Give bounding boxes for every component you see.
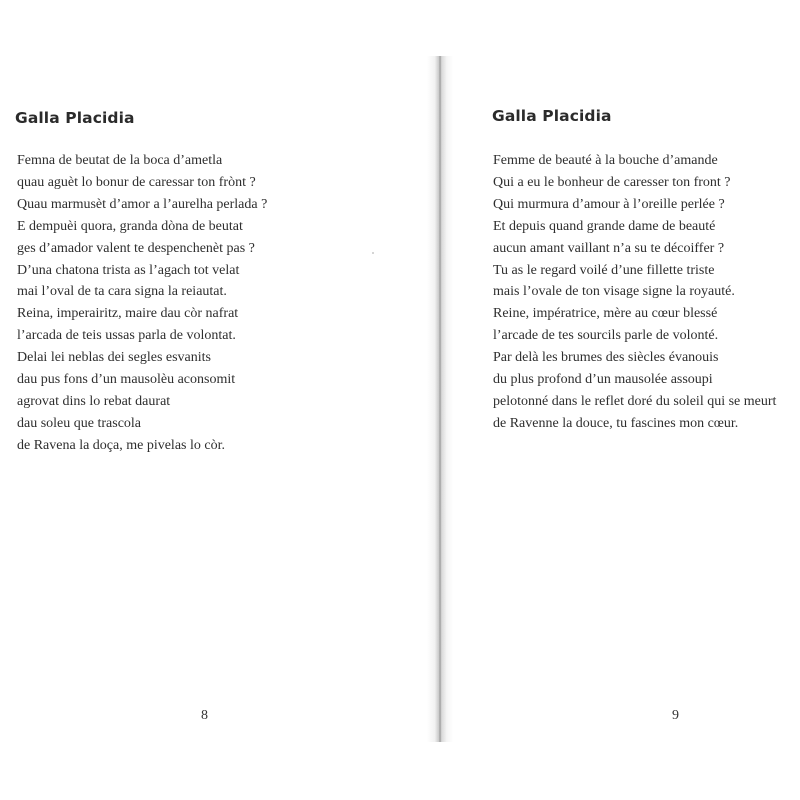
poem-line: Par delà les brumes des siècles évanouis [493,350,719,366]
poem-text-occitan [17,150,267,457]
poem-line: mais l’ovale de ton visage signe la royauté. [493,284,735,300]
poem-line: D’una chatona trista as l’agach tot velat [17,262,240,278]
poem-line: ges d’amador valent te despenchenèt pas ? [17,240,255,256]
poem-line: Et depuis quand grande dame de beauté [493,218,716,234]
poem-line: l’arcada de teis ussas parla de volontat. [17,328,236,344]
poem-line: agrovat dins lo rebat daurat [17,393,171,409]
poem-line: mai l’oval de ta cara signa la reiautat. [17,284,227,300]
poem-line: Reina, imperairitz, maire dau còr nafrat [17,306,239,322]
page-number-left: 8 [201,708,208,723]
poem-line: de Ravena la doça, me pivelas lo còr. [17,437,225,453]
poem-line: quau aguèt lo bonur de caressar ton frònt ? [17,174,256,190]
poem-line: dau pus fons d’un mausolèu aconsomit [17,372,236,388]
page-number-right: 9 [672,708,679,723]
poem-line: Femna de beutat de la boca d’ametla [17,153,223,168]
poem-text-french [493,150,776,435]
poem-line: de Ravenne la douce, tu fascines mon cœur. [493,415,739,431]
poem-line: Reine, impératrice, mère au cœur blessé [493,306,718,322]
poem-line: Tu as le regard voilé d’une fillette triste [493,262,715,278]
poem-line: Qui murmura d’amour à l’oreille perlée ? [493,196,725,212]
poem-line: Delai lei neblas dei segles esvanits [17,350,211,366]
poem-line: Qui a eu le bonheur de caresser ton front ? [493,174,731,190]
paper-speck [372,252,374,254]
poem-line: aucun amant vaillant n’a su te décoiffer ? [493,240,725,256]
poem-line: l’arcade de tes sourcils parle de volonté. [493,328,719,344]
poem-line: E dempuèi quora, granda dòna de beutat [17,218,243,234]
poem-line: Femme de beauté à la bouche d’amande [493,153,718,168]
poem-line: du plus profond d’un mausolée assoupi [493,372,713,388]
poem-line: dau soleu que trascola [17,415,142,431]
right-page [440,0,800,800]
poem-line: pelotonné dans le reflet doré du soleil qui se meurt [493,393,777,409]
poem-title-french: Galla Placidia [492,107,612,125]
poem-line: Quau marmusèt d’amor a l’aurelha perlada ? [17,196,268,212]
poem-title-occitan: Galla Placidia [15,109,135,127]
